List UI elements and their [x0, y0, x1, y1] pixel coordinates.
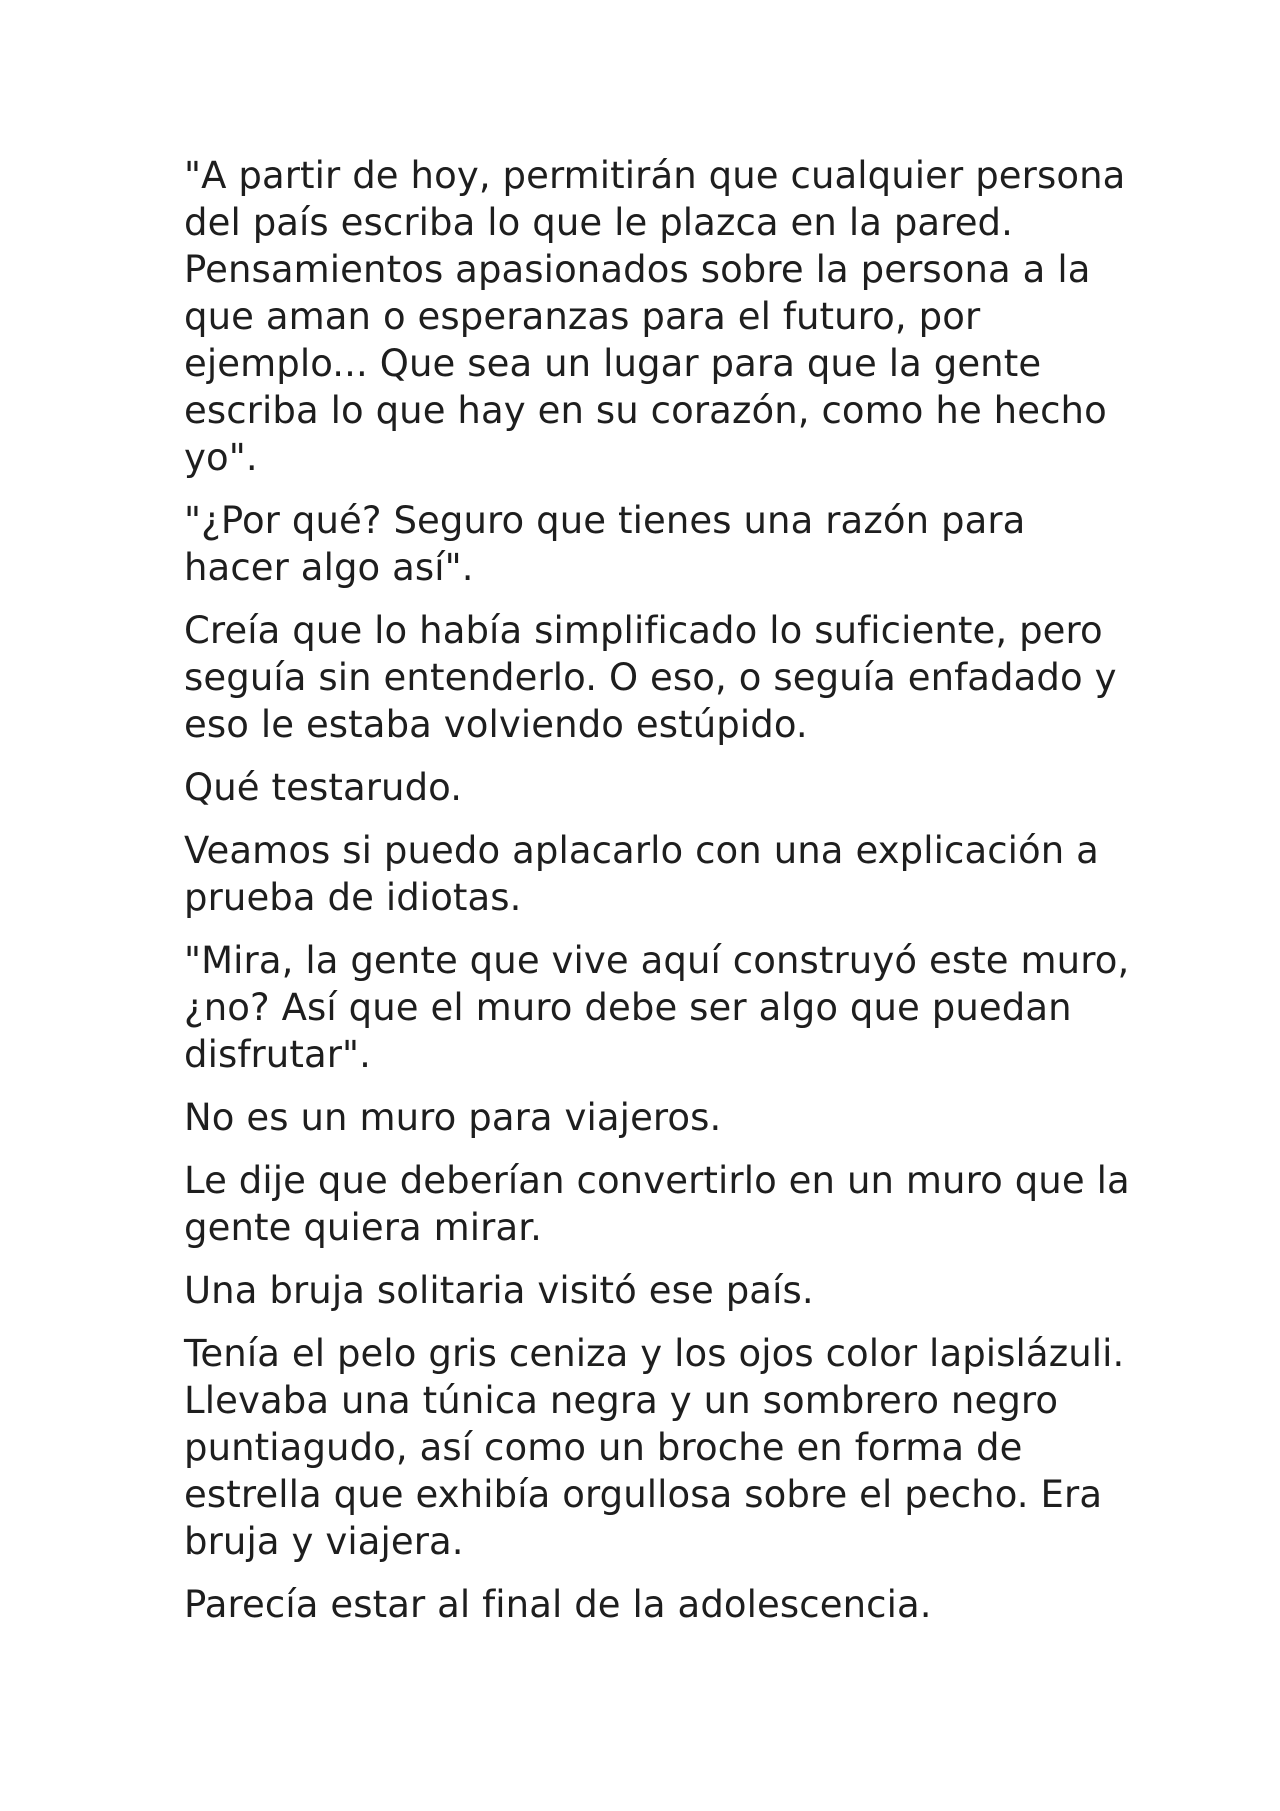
- paragraph-11: Parecía estar al final de la adolescencia.: [184, 1583, 932, 1626]
- paragraph-1: "A partir de hoy, permitirán que cualquier persona del país escriba lo que le plazca en la pared. Pensamientos apasionados sobre la persona a la que aman o esperanzas para el futuro, por ejemplo... Que sea un lugar para que la gente escriba lo que hay en su corazón, como he hecho yo".: [184, 154, 1126, 479]
- paragraph-8: Le dije que deberían convertirlo en un muro que la gente quiera mirar.: [184, 1159, 1130, 1249]
- paragraph-7: No es un muro para viajeros.: [184, 1096, 722, 1139]
- paragraph-10: Tenía el pelo gris ceniza y los ojos color lapislázuli. Llevaba una túnica negra y un sombrero negro puntiagudo, así como un broche en forma de estrella que exhibía orgullosa sobre el pecho. Era bruja y viajera.: [184, 1332, 1125, 1563]
- paragraph-6: "Mira, la gente que vive aquí construyó este muro, ¿no? Así que el muro debe ser algo que puedan disfrutar".: [184, 939, 1130, 1076]
- paragraph-3: Creía que lo había simplificado lo suficiente, pero seguía sin entenderlo. O eso, o seguía enfadado y eso le estaba volviendo estúpido.: [184, 609, 1117, 746]
- paragraph-4: Qué testarudo.: [184, 766, 463, 809]
- paragraph-9: Una bruja solitaria visitó ese país.: [184, 1269, 814, 1312]
- paragraph-2: "¿Por qué? Seguro que tienes una razón para hacer algo así".: [184, 499, 1026, 589]
- paragraph-5: Veamos si puedo aplacarlo con una explicación a prueba de idiotas.: [184, 829, 1099, 919]
